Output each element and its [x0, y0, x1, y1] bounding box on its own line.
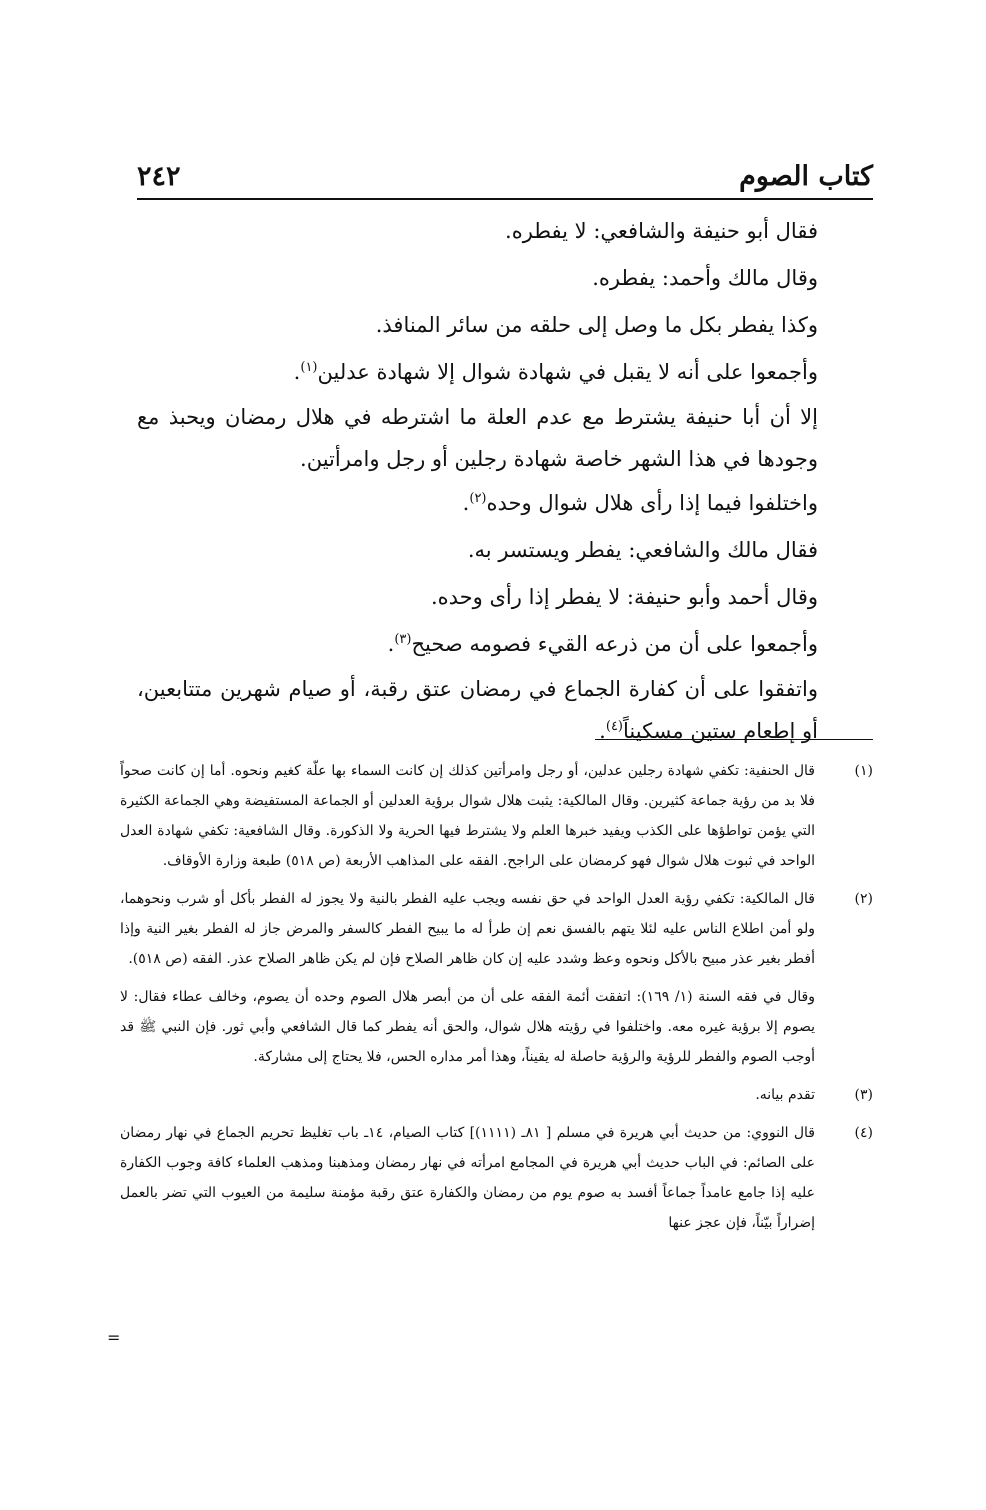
footnote-text-2-continued: وقال في فقه السنة (١/ ١٦٩): اتفقت أئمة الفقه على أن من أبصر هلال الصوم وحده أن يصوم، وخالف عطاء فقال: لا يصوم إلا برؤية غيره معه. واختلفوا في رؤيته هلال شوال، والحق أنه يفطر كما قال الشافعي وأبي ثور. فإن النبي ﷺ قد أوجب الصوم والفطر للرؤية والرؤية حاصلة له يقيناً، وهذا أمر مداره الحس، فلا يحتاج إلى مشاركة. — [120, 989, 816, 1065]
paragraph-10-end: . — [599, 719, 606, 743]
footnote-number-4: (٤) — [854, 1125, 873, 1141]
paragraph-9-end: . — [387, 632, 395, 656]
footnote-4 — [120, 1118, 873, 1238]
footnote-3 — [120, 1080, 873, 1110]
footnote-ref-2[interactable]: (٢) — [469, 491, 487, 506]
main-text — [137, 208, 873, 752]
paragraph-10-text: واتفقوا على أن كفارة الجماع في رمضان عتق رقبة، أو صيام شهرين متتابعين، أو إطعام ستين مسكيناً — [137, 677, 818, 743]
footnote-2 — [120, 884, 873, 1072]
footnote-ref-1[interactable]: (١) — [300, 360, 318, 375]
continuation-mark: = — [107, 1328, 121, 1347]
paragraph-4-end: . — [293, 360, 301, 384]
paragraph-4-text: وأجمعوا على أنه لا يقبل في شهادة شوال إلا شهادة عدلين — [317, 360, 818, 384]
footnote-text-1: قال الحنفية: تكفي شهادة رجلين عدلين، أو رجل وامرأتين كذلك إن كانت السماء بها علّة كغيم ونحوه. أما إن كانت صحواً فلا بد من رؤية جماعة كثيرين. وقال المالكية: يثبت هلال شوال برؤية العدلين أو الجماعة المستفيضة وهي الجماعة الكثيرة التي يؤمن تواطؤها على الكذب ويفيد خبرها العلم ولا يشترط فيها الحرية ولا الذكورة. وقال الشافعية: تكفي شهادة العدل الواحد في ثبوت هلال شوال فهو كرمضان على الراجح. الفقه على المذاهب الأربعة (ص ٥١٨) طبعة وزارة الأوقاف. — [120, 763, 815, 869]
footnote-ref-3[interactable]: (٣) — [394, 632, 412, 647]
paragraph-6-text: واختلفوا فيما إذا رأى هلال شوال وحده — [486, 491, 818, 515]
paragraph-7: فقال مالك والشافعي: يفطر ويستسر به. — [467, 538, 818, 562]
paragraph-8: وقال أحمد وأبو حنيفة: لا يفطر إذا رأى وحده. — [430, 585, 818, 609]
footnote-separator — [595, 739, 873, 740]
paragraph-1: فقال أبو حنيفة والشافعي: لا يفطره. — [505, 219, 818, 243]
page-header — [137, 160, 873, 200]
paragraph-9-text: وأجمعوا على أن من ذرعه القيء فصومه صحيح — [411, 632, 818, 656]
footnote-text-3: تقدم بيانه. — [755, 1087, 815, 1103]
book-title: كتاب الصوم — [739, 161, 873, 192]
paragraph-6 — [137, 480, 873, 527]
footnote-number-1: (١) — [854, 763, 873, 779]
paragraph-3: وكذا يفطر بكل ما وصل إلى حلقه من سائر المنافذ. — [375, 313, 818, 337]
footnote-number-2: (٢) — [854, 891, 873, 907]
page-number: ٢٤٢ — [137, 161, 181, 192]
footnotes — [120, 756, 873, 1246]
paragraph-6-end: . — [462, 491, 470, 515]
footnote-ref-4[interactable]: (٤) — [605, 719, 623, 734]
footnote-number-3: (٣) — [854, 1087, 873, 1103]
footnote-text-2: قال المالكية: تكفي رؤية العدل الواحد في حق نفسه ويجب عليه الفطر بالنية ولا يجوز له الفطر بأكل أو شرب ونحوهما، ولو أمن اطلاع الناس عليه لئلا يتهم بالفسق نعم إن طرأ له ما يبيح الفطر كالسفر والمرض جاز له الفطر بغير النية وإذا أفطر بغير عذر مبيح بالأكل ونحوه وعظ وشدد عليه إن كان ظاهر الصلاح فإن لم يكن ظاهر الصلاح عذر. الفقه (ص ٥١٨). — [120, 891, 815, 967]
paragraph-5: إلا أن أبا حنيفة يشترط مع عدم العلة ما اشترطه في هلال رمضان ويحبذ مع وجودها في هذا الشهر خاصة شهادة رجلين أو رجل وامرأتين. — [137, 405, 818, 471]
footnote-text-4: قال النووي: من حديث أبي هريرة في مسلم [ ٨١ـ (١١١١)] كتاب الصيام، ١٤ـ باب تغليظ تحريم الجماع في نهار رمضان على الصائم: في الباب حديث أبي هريرة في المجامع امرأته في نهار رمضان ومذهبنا ومذهب العلماء كافة وجوب الكفارة عليه إذا جامع عامداً جماعاً أفسد به صوم يوم من رمضان والكفارة عتق رقبة مؤمنة سليمة من العيوب التي تضر بالعمل إضراراً بيّناً، فإن عجز عنها — [120, 1125, 815, 1231]
paragraph-2: وقال مالك وأحمد: يفطره. — [592, 266, 818, 290]
paragraph-9 — [137, 621, 873, 668]
footnote-1 — [120, 756, 873, 876]
paragraph-4 — [137, 349, 873, 396]
